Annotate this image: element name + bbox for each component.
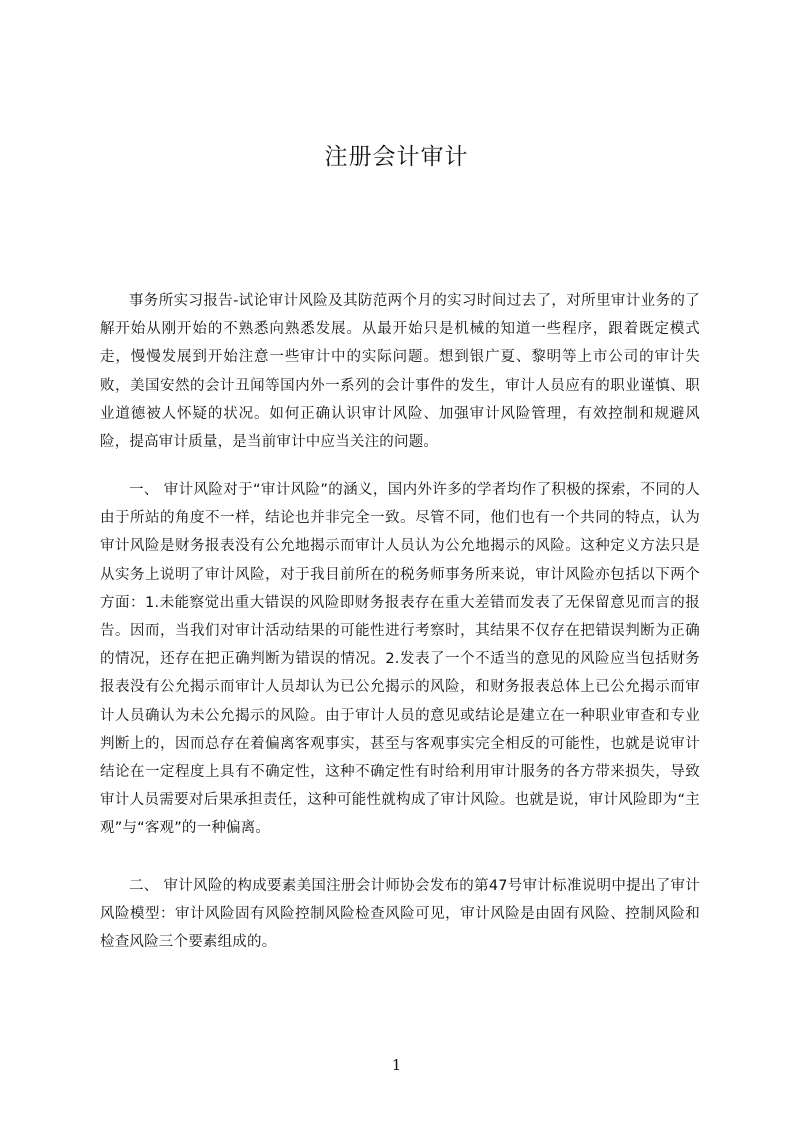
paragraph-audit-risk: 一、 审计风险对于“审计风险”的涵义，国内外许多的学者均作了积极的探索，不同的人由于所站的角度不一样，结论也并非完全一致。尽管不同，他们也有一个共同的特点，认为审计风险是财务报表没有公允地揭示而审计人员认为公允地揭示的风险。这种定义方法只是从实务上说明了审计风险，对于我目前所在的税务师事务所来说，审计风险亦包括以下两个方面：1.未能察觉出重大错误的风险即财务报表存在重大差错而发表了无保留意见而言的报告。因而，当我们对审计活动结果的可能性进行考察时，其结果不仅存在把错误判断为正确的情况，还存在把正确判断为错误的情况。2.发表了一个不适当的意见的风险应当包括财务报表没有公允揭示而审计人员却认为已公允揭示的风险，和财务报表总体上已公允揭示而审计人员确认为未公允揭示的风险。由于审计人员的意见或结论是建立在一种职业审查和专业判断上的，因而总存在着偏离客观事实，甚至与客观事实完全相反的可能性，也就是说审计结论在一定程度上具有不确定性，这种不确定性有时给利用审计服务的各方带来损失，导致审计人员需要对后果承担责任，这种可能性就构成了审计风险。也就是说，审计风险即为“主观”与“客观”的一种偏离。 — [100, 482, 700, 837]
paragraph-risk-elements: 二、 审计风险的构成要素美国注册会计师协会发布的第47号审计标准说明中提出了审计风险模型：审计风险固有风险控制风险检查风险可见，审计风险是由固有风险、控制风险和检查风险三个要素组成的。 — [100, 878, 700, 951]
paragraph-intro: 事务所实习报告-试论审计风险及其防范两个月的实习时间过去了，对所里审计业务的了解开始从刚开始的不熟悉向熟悉发展。从最开始只是机械的知道一些程序，跟着既定模式走，慢慢发展到开始注意一些审计中的实际问题。想到银广夏、黎明等上市公司的审计失败，美国安然的会计丑闻等国内外一系列的会计事件的发生，审计人员应有的职业谨慎、职业道德被人怀疑的状况。如何正确认识审计风险、加强审计风险管理，有效控制和规避风险，提高审计质量，是当前审计中应当关注的问题。 — [100, 293, 700, 451]
page-number: 1 — [391, 1056, 402, 1074]
document-title: 注册会计审计 — [324, 144, 469, 170]
